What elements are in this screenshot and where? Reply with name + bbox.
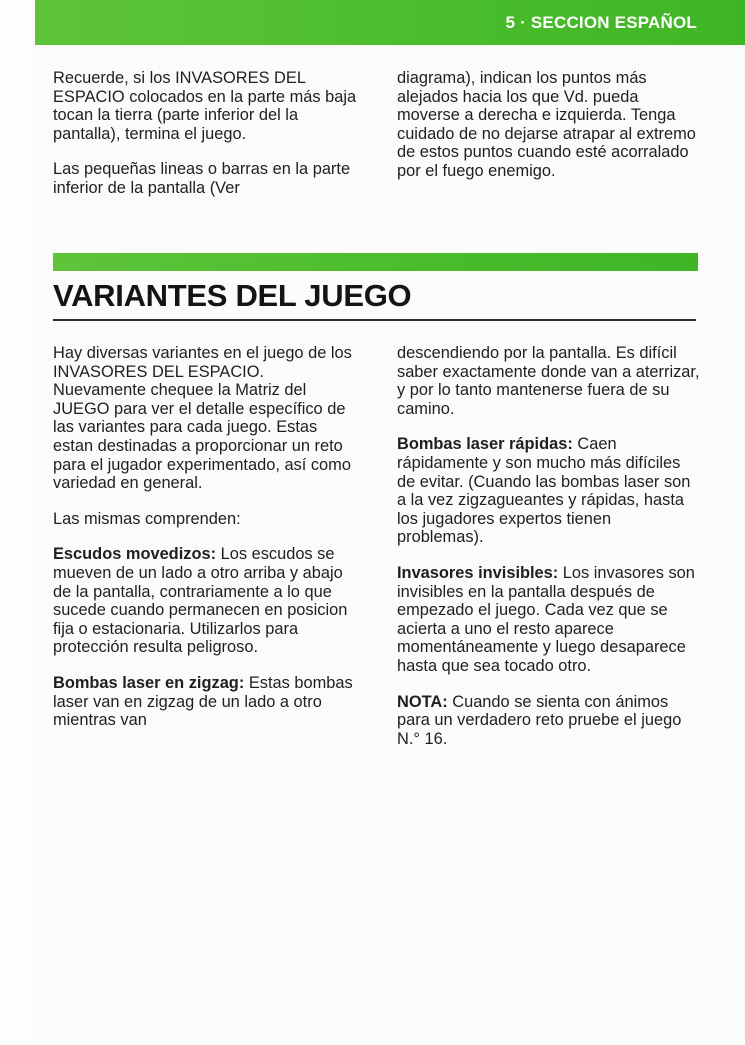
variant-escudos-movedizos	[53, 545, 358, 657]
section-divider-band	[53, 253, 698, 271]
variant-term: Bombas laser rápidas:	[397, 435, 573, 454]
intro-paragraph: Las pequeñas lineas o barras en la parte inferior de la pantalla (Ver	[53, 160, 351, 197]
variant-term: Bombas laser en zigzag:	[53, 673, 245, 692]
variant-term: Escudos movedizos:	[53, 545, 217, 564]
variant-description: Los escudos se mueven de un lado a otro arriba y abajo de la pantalla, contrariamente a lo que sucede cuando permanecen en posicion fija o estacionaria. Utilizarlos para protección resulta peligroso.	[53, 545, 348, 657]
variant-term: Invasores invisibles:	[397, 563, 559, 582]
variant-description: Caen rápidamente y son mucho más difíciles de evitar. (Cuando las bombas laser son a la vez zigzagueantes y rápidas, hasta los jugadores expertos tienen problemas).	[397, 435, 691, 547]
variant-bombas-rapidas	[397, 435, 702, 547]
intro-right-column	[397, 69, 702, 198]
note-label: NOTA:	[397, 692, 448, 711]
intro-left-column	[53, 69, 358, 215]
section-label: 5 · SECCION ESPAÑOL	[505, 13, 697, 32]
variant-description: Los invasores son invisibles en la pantalla después de empezado el juego. Cada vez que se acierta a uno el resto aparece momentáneamente y luego desaparece hasta que sea tocado otro.	[397, 563, 695, 675]
body-paragraph: Las mismas comprenden:	[53, 509, 241, 528]
intro-paragraph: Recuerde, si los INVASORES DEL ESPACIO colocados en la parte más baja tocan la tierra (parte inferior del la pantalla), termina el juego.	[53, 69, 357, 143]
body-paragraph: Hay diversas variantes en el juego de los INVASORES DEL ESPACIO. Nuevamente chequee la Matriz del JUEGO para ver el detalle específico de las variantes para cada juego. Estas estan destinadas a proporcionar un reto para el jugador experimentado, así como variedad en general.	[53, 344, 352, 493]
note-text: Cuando se sienta con ánimos para un verdadero reto pruebe el juego N.° 16.	[397, 692, 682, 748]
note-paragraph	[397, 693, 702, 749]
body-left-column	[53, 344, 358, 747]
variant-description: Estas bombas laser van en zigzag de un lado a otro mientras van	[53, 673, 353, 730]
body-right-column	[397, 344, 702, 765]
variant-invasores-invisibles	[397, 564, 702, 676]
section-header-band	[35, 0, 745, 45]
intro-paragraph: diagrama), indican los puntos más alejados hacia los que Vd. pueda moverse a derecha e izquierda. Tenga cuidado de no dejarse atrapar al extremo de estos puntos cuando esté acorralado por el fuego enemigo.	[397, 69, 696, 180]
title-underline	[53, 319, 696, 321]
page-left-margin	[0, 0, 30, 1045]
section-title: VARIANTES DEL JUEGO	[53, 278, 412, 313]
body-paragraph: descendiendo por la pantalla. Es difícil saber exactamente donde van a aterrizar, y por lo tanto mantenerse fuera de su camino.	[397, 344, 700, 418]
variant-bombas-zigzag	[53, 674, 358, 730]
